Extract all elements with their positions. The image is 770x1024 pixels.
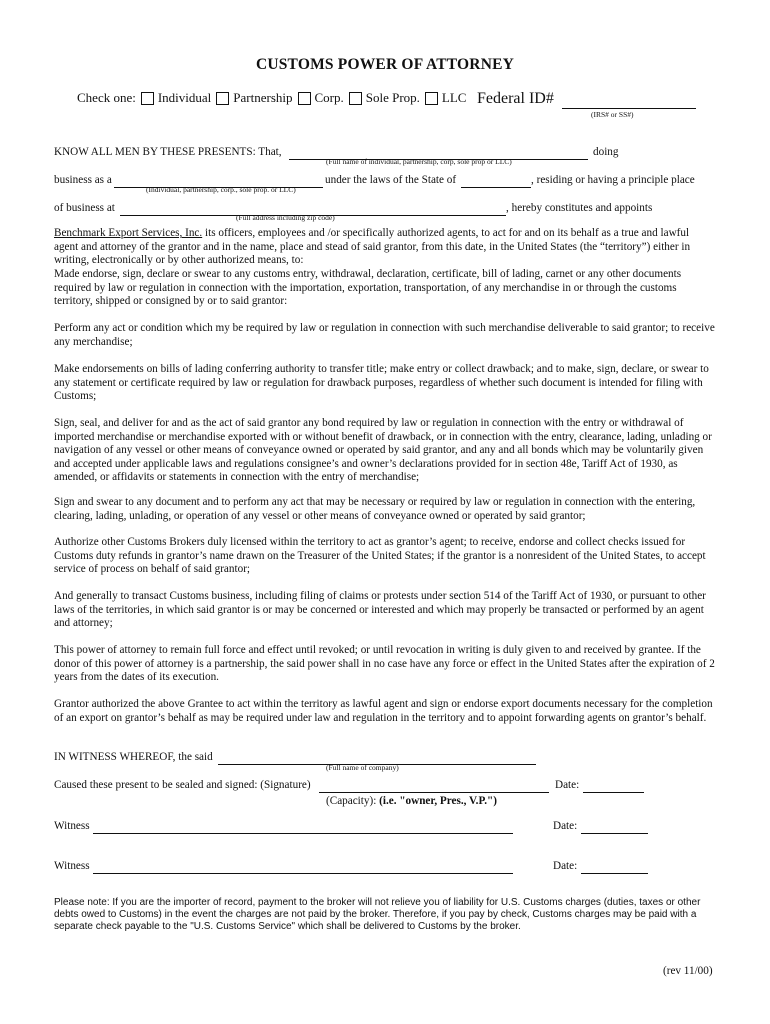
doing-label: doing xyxy=(593,146,619,158)
clause-revocation: This power of attorney to remain full force and effect until revoked; or until revocation in writing is duly given to and received by grantee. If the donor of this power of attorney is a partnership, the said power shall in no case have any force or effect in the United States after the expiration of 2 years from the dates of its execution. xyxy=(54,644,715,684)
check-one-label: Check one: xyxy=(77,90,136,105)
witness-1-label: Witness xyxy=(54,820,90,832)
sole-prop-checkbox[interactable] xyxy=(349,92,362,105)
clause-bonds: Sign, seal, and deliver for and as the act of said grantor any bond required by law or regulation in connection with the entry or withdrawal of imported merchandise or merchandise exported with or without benefit of drawback, or in connection with the entry, clearance, lading, unlading or navigation of any vessel or other means of conveyance owned or operated by said grantor, and any and all bonds which may be voluntarily given and accepted under applicable laws and regulations consignee’s and owner’s declarations provided for in section 48e, Tariff Act of 1930, as amended, or affidavits or statements in connection with the entry of merchandise; xyxy=(54,417,712,484)
document-title: CUSTOMS POWER OF ATTORNEY xyxy=(255,56,515,73)
partnership-label: Partnership xyxy=(233,90,293,105)
entity-type-row xyxy=(77,90,466,106)
llc-checkbox[interactable] xyxy=(425,92,438,105)
appointment-text: its officers, employees and /or specifically authorized agents, to act for and on its behalf as a true and lawful agent and attorney of the grantor and in the name, place and stead of said grantor, from this date, in the United States (the “territory”) either in writing, electronically or by other authorized means, to: xyxy=(54,227,691,267)
clause-general-business: And generally to transact Customs business, including filing of claims or protests under section 514 of the Tariff Act of 1930, or pursuant to other laws of the territories, in which said grantor is or may be concerned or interested and which may properly be transacted or performed by an agent and attorney; xyxy=(54,590,706,630)
capacity-row xyxy=(326,795,497,807)
signature-field[interactable] xyxy=(319,779,549,793)
witness-1-date-field[interactable] xyxy=(581,820,648,834)
business-as-label: business as a xyxy=(54,174,112,186)
clause-other-brokers: Authorize other Customs Brokers duly licensed within the territory to act as grantor’s agent; to receive, endorse and collect checks issued for Customs duty refunds in grantor’s name drawn on the Treasurer of the United States; if the grantor is a nonresident of the United States, to accept service of process on behalf of said grantor; xyxy=(54,536,706,576)
signature-date-field[interactable] xyxy=(583,779,644,793)
clause-endorsements: Make endorsements on bills of lading conferring authority to transfer title; make entry or collect drawback; and to make, sign, declare, or swear to any statement or certificate required by law or regulation for drawback purposes, regardless of whether such document is intended for filing with Customs; xyxy=(54,363,709,403)
witness-2-date-field[interactable] xyxy=(581,860,648,874)
full-name-hint: (Full name of individual, partnership, corp, sole prop or LLC) xyxy=(326,157,512,166)
partnership-checkbox[interactable] xyxy=(216,92,229,105)
federal-id-row xyxy=(477,90,696,109)
corp-label: Corp. xyxy=(314,90,344,105)
witness-1-field[interactable] xyxy=(93,820,513,834)
witness-whereof-label: IN WITNESS WHEREOF, the said xyxy=(54,751,213,763)
signature-label: Caused these present to be sealed and signed: (Signature) xyxy=(54,779,311,791)
clause-export-agent: Grantor authorized the above Grantee to act within the territory as lawful agent and sign or endorse export documents necessary for the completion of an export on grantor’s behalf as may be required under law and regulation in the territory and to appoint forwarding agents on grantor’s behalf. xyxy=(54,698,713,724)
residing-label: , residing or having a principle place xyxy=(531,174,695,186)
witness-1-date-label: Date: xyxy=(553,820,578,832)
capacity-example: (i.e. "owner, Pres., V.P.") xyxy=(379,795,497,807)
capacity-label: (Capacity): xyxy=(326,795,377,807)
constitutes-label: , hereby constitutes and appoints xyxy=(506,202,653,214)
federal-id-label: Federal ID# xyxy=(477,90,554,107)
clause-perform-acts: Perform any act or condition which my be required by law or regulation in connection with such merchandise deliverable to said grantor; to receive any merchandise; xyxy=(54,322,715,348)
importer-note: Please note: If you are the importer of record, payment to the broker will not relieve you of liability for U.S. Customs charges (duties, taxes or other debts owed to Customs) in the event the charges are not paid by the broker. Therefore, if you pay by check, Customs charges may be paid with a separate check payable to the "U.S. Customs Service" which shall be delivered to Customs by the broker. xyxy=(54,897,701,932)
federal-id-field[interactable] xyxy=(562,90,696,109)
federal-id-hint: (IRS# or SS#) xyxy=(591,110,634,119)
full-address-hint: (Full address including zip code) xyxy=(236,213,335,222)
know-all-men-label: KNOW ALL MEN BY THESE PRESENTS: That, xyxy=(54,146,282,158)
business-type-hint: (Individual, partnership, corp., sole prop. or LLC) xyxy=(146,185,296,194)
witness-2-label: Witness xyxy=(54,860,90,872)
clause-sign-documents: Sign and swear to any document and to perform any act that may be necessary or required by law or regulation in connection with the entering, clearing, lading, unlading, or operation of any vessel or other means of conveyance owned or operated by said grantor; xyxy=(54,496,696,522)
state-field[interactable] xyxy=(461,174,531,188)
under-laws-label: under the laws of the State of xyxy=(325,174,457,186)
signature-date-label: Date: xyxy=(555,779,580,791)
individual-checkbox[interactable] xyxy=(141,92,154,105)
appointee-name: Benchmark Export Services, Inc. xyxy=(54,227,203,239)
llc-label: LLC xyxy=(441,90,467,105)
sole-prop-label: Sole Prop. xyxy=(365,90,420,105)
of-business-label: of business at xyxy=(54,202,115,214)
individual-label: Individual xyxy=(157,90,212,105)
revision-label: (rev 11/00) xyxy=(663,965,713,977)
witness-2-date-label: Date: xyxy=(553,860,578,872)
company-hint: (Full name of company) xyxy=(326,763,399,772)
appointment-paragraph xyxy=(54,227,716,268)
authority-paragraph: Made endorse, sign, declare or swear to any customs entry, withdrawal, declaration, certificate, bill of lading, carnet or any other documents required by law or regulation in connection with the importation, exportation, transportation, of any merchandise in or through the customs territory, shipped or consigned by or to said grantor: xyxy=(54,268,682,308)
corp-checkbox[interactable] xyxy=(298,92,311,105)
witness-2-field[interactable] xyxy=(93,860,513,874)
